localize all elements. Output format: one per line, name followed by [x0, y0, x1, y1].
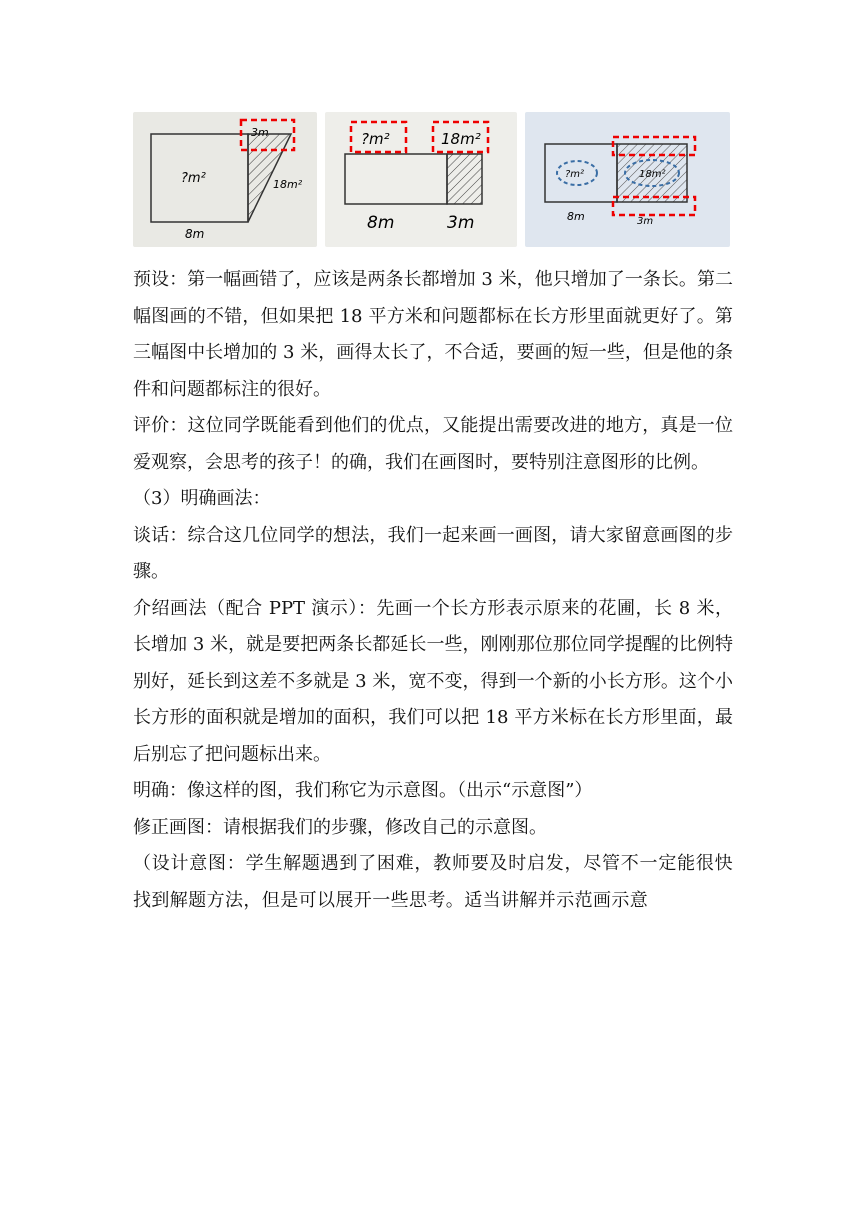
drawing-2-sketch [325, 112, 517, 247]
paragraph-heading-method: （3）明确画法： [133, 488, 271, 509]
paragraph-design-intent: （设计意图：学生解题遇到了困难，教师要及时启发，尽管不一定能很快找到解题方法，但是可以展开一些思考。适当讲解并示范画示意 [133, 853, 733, 911]
drawing-2-increase-len: 3m [447, 213, 475, 233]
drawing-3-sketch [525, 112, 730, 247]
paragraph-preset: 预设：第一幅画错了，应该是两条长都增加 3 米，他只增加了一条长。第二幅图画的不错，但如果把 18 平方米和问题都标在长方形里面就更好了。第三幅图中长增加的 3 米，画得太长了，不合适，要画的短一些，但是他的条件和问题都标注的很好。 [133, 269, 733, 400]
paragraph-evaluation: 评价：这位同学既能看到他们的优点，又能提出需要改进的地方，真是一位爱观察，会思考的孩子！的确，我们在画图时，要特别注意图形的比例。 [133, 415, 733, 473]
drawing-1-increase-len: 3m [251, 126, 269, 139]
student-drawings [133, 112, 730, 247]
drawing-2-increase-area: 18m² [441, 130, 481, 148]
drawing-photo-2 [325, 112, 517, 247]
drawing-2-area-unknown: ?m² [361, 130, 390, 148]
lesson-text [133, 262, 733, 919]
drawing-1-base-len: 8m [185, 227, 205, 241]
drawing-photo-1 [133, 112, 317, 247]
drawing-3-increase-len: 3m [637, 216, 654, 227]
paragraph-clarify: 明确：像这样的图，我们称它为示意图。（出示“示意图”） [133, 780, 593, 801]
drawing-photo-3 [525, 112, 730, 247]
drawing-3-increase-area: 18m² [639, 169, 666, 180]
drawing-1-sketch [133, 112, 317, 247]
drawing-1-increase-area: 18m² [273, 178, 303, 191]
drawing-3-base-len: 8m [567, 210, 585, 223]
drawing-1-area-unknown: ?m² [181, 171, 206, 186]
drawing-2-base-len: 8m [367, 213, 395, 233]
drawing-3-area-unknown: ?m² [565, 169, 585, 180]
paragraph-introduce-method: 介绍画法（配合 PPT 演示）：先画一个长方形表示原来的花圃，长 8 米，长增加 3 米，就是要把两条长都延长一些，刚刚那位那位同学提醒的比例特别好，延长到这差不多就是 3 米，宽不变，得到一个新的小长方形。这个小长方形的面积就是增加的面积，我们可以把 18 平方米标在长方形里面，最后别忘了把问题标出来。 [133, 597, 733, 765]
paragraph-revise: 修正画图：请根据我们的步骤，修改自己的示意图。 [133, 816, 547, 838]
paragraph-talk: 谈话：综合这几位同学的想法，我们一起来画一画图，请大家留意画图的步骤。 [133, 524, 733, 582]
